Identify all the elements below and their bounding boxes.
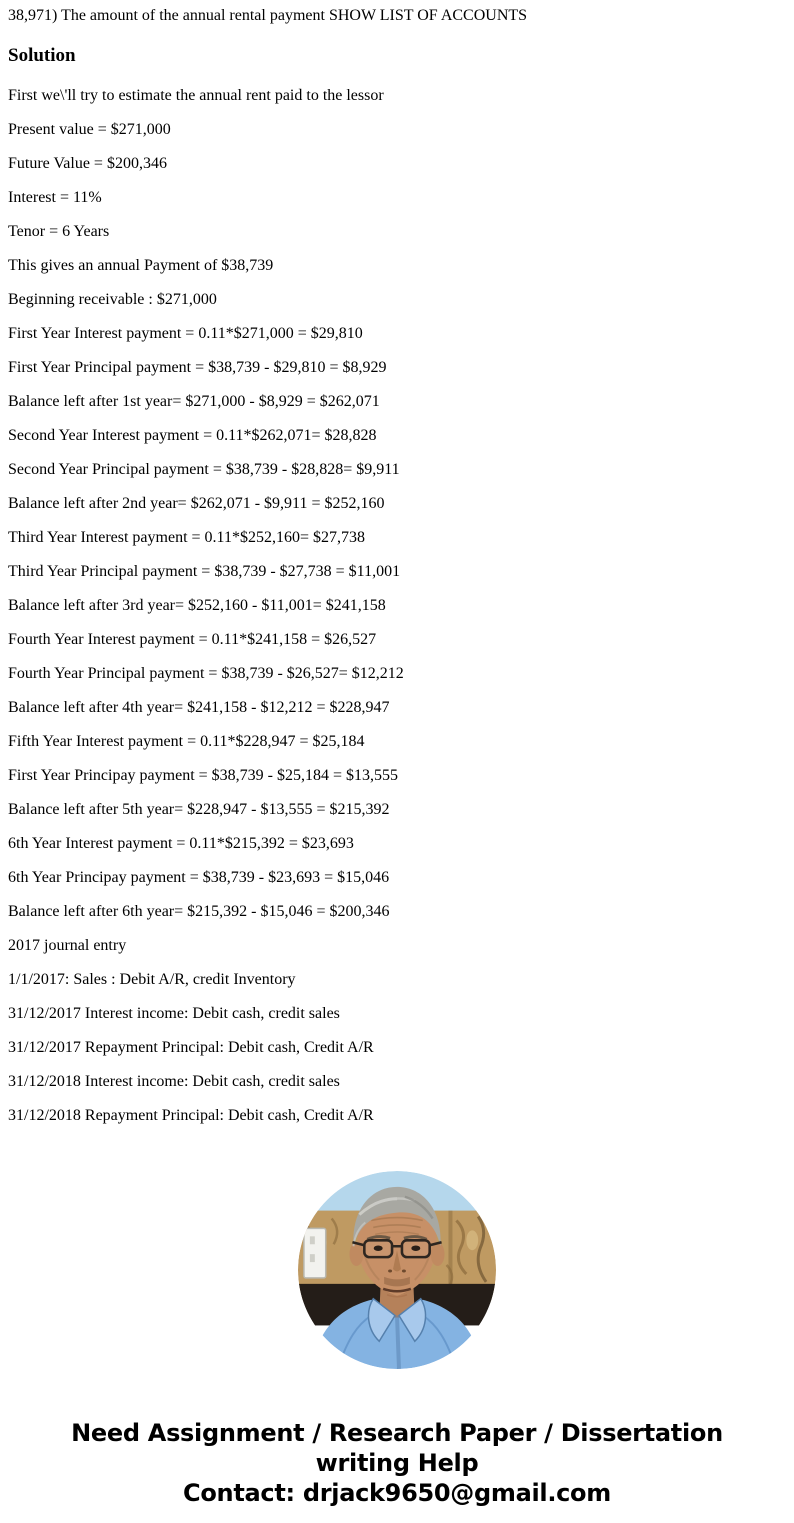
paragraph: Fourth Year Interest payment = 0.11*$241,158 = $26,527	[8, 631, 377, 648]
contact-email-line: Contact: drjack9650@gmail.com	[183, 1479, 611, 1507]
footer-help-banner	[0, 1418, 794, 1508]
paragraph: 31/12/2018 Repayment Principal: Debit cash, Credit A/R	[8, 1107, 374, 1124]
paragraph: Balance left after 4th year= $241,158 - $12,212 = $228,947	[8, 699, 390, 716]
paragraph: Present value = $271,000	[8, 121, 171, 138]
solution-content	[8, 7, 786, 1125]
paragraph: Third Year Interest payment = 0.11*$252,160= $27,738	[8, 529, 365, 546]
paragraph: Balance left after 3rd year= $252,160 - $11,001= $241,158	[8, 597, 386, 614]
paragraph: 31/12/2017 Repayment Principal: Debit cash, Credit A/R	[8, 1039, 374, 1056]
solution-heading: Solution	[8, 45, 76, 66]
footer-line-2: writing Help	[315, 1449, 479, 1477]
paragraph: First Year Principay payment = $38,739 - $25,184 = $13,555	[8, 767, 399, 784]
paragraph: Fifth Year Interest payment = 0.11*$228,947 = $25,184	[8, 733, 365, 750]
avatar-section	[0, 1171, 794, 1369]
paragraph: First we\'ll try to estimate the annual rent paid to the lessor	[8, 87, 384, 104]
photo-left-eye	[374, 1245, 383, 1251]
paragraph: 6th Year Interest payment = 0.11*$215,392 = $23,693	[8, 835, 354, 852]
paragraph: 31/12/2017 Interest income: Debit cash, credit sales	[8, 1005, 340, 1022]
paragraph: Fourth Year Principal payment = $38,739 - $26,527= $12,212	[8, 665, 404, 682]
paragraph: Balance left after 2nd year= $262,071 - $9,911 = $252,160	[8, 495, 385, 512]
paragraph: 2017 journal entry	[8, 937, 127, 954]
paragraph: 1/1/2017: Sales : Debit A/R, credit Inventory	[8, 971, 296, 988]
photo-right-eye	[411, 1245, 420, 1251]
paragraph: Tenor = 6 Years	[8, 223, 110, 240]
paragraph: Interest = 11%	[8, 189, 102, 206]
paragraph: 6th Year Principay payment = $38,739 - $23,693 = $15,046	[8, 869, 390, 886]
paragraph: Second Year Principal payment = $38,739 - $28,828= $9,911	[8, 461, 400, 478]
footer-line-1: Need Assignment / Research Paper / Dissertation	[71, 1419, 723, 1447]
avatar-photo	[298, 1171, 496, 1369]
paragraph: 31/12/2018 Interest income: Debit cash, credit sales	[8, 1073, 340, 1090]
clipped-question-line: 38,971) The amount of the annual rental payment SHOW LIST OF ACCOUNTS	[8, 7, 528, 24]
paragraph: Beginning receivable : $271,000	[8, 291, 217, 308]
paragraph: Third Year Principal payment = $38,739 - $27,738 = $11,001	[8, 563, 401, 580]
paragraph: This gives an annual Payment of $38,739	[8, 257, 274, 274]
paragraph: Balance left after 1st year= $271,000 - $8,929 = $262,071	[8, 393, 380, 410]
paragraph: Balance left after 6th year= $215,392 - $15,046 = $200,346	[8, 903, 390, 920]
paragraph: First Year Interest payment = 0.11*$271,000 = $29,810	[8, 325, 363, 342]
paragraph: Second Year Interest payment = 0.11*$262,071= $28,828	[8, 427, 377, 444]
paragraph: Balance left after 5th year= $228,947 - $13,555 = $215,392	[8, 801, 390, 818]
portrait-photo	[298, 1171, 496, 1369]
paragraph: Future Value = $200,346	[8, 155, 167, 172]
paragraph: First Year Principal payment = $38,739 - $29,810 = $8,929	[8, 359, 387, 376]
photo-switch-plate	[304, 1228, 326, 1278]
